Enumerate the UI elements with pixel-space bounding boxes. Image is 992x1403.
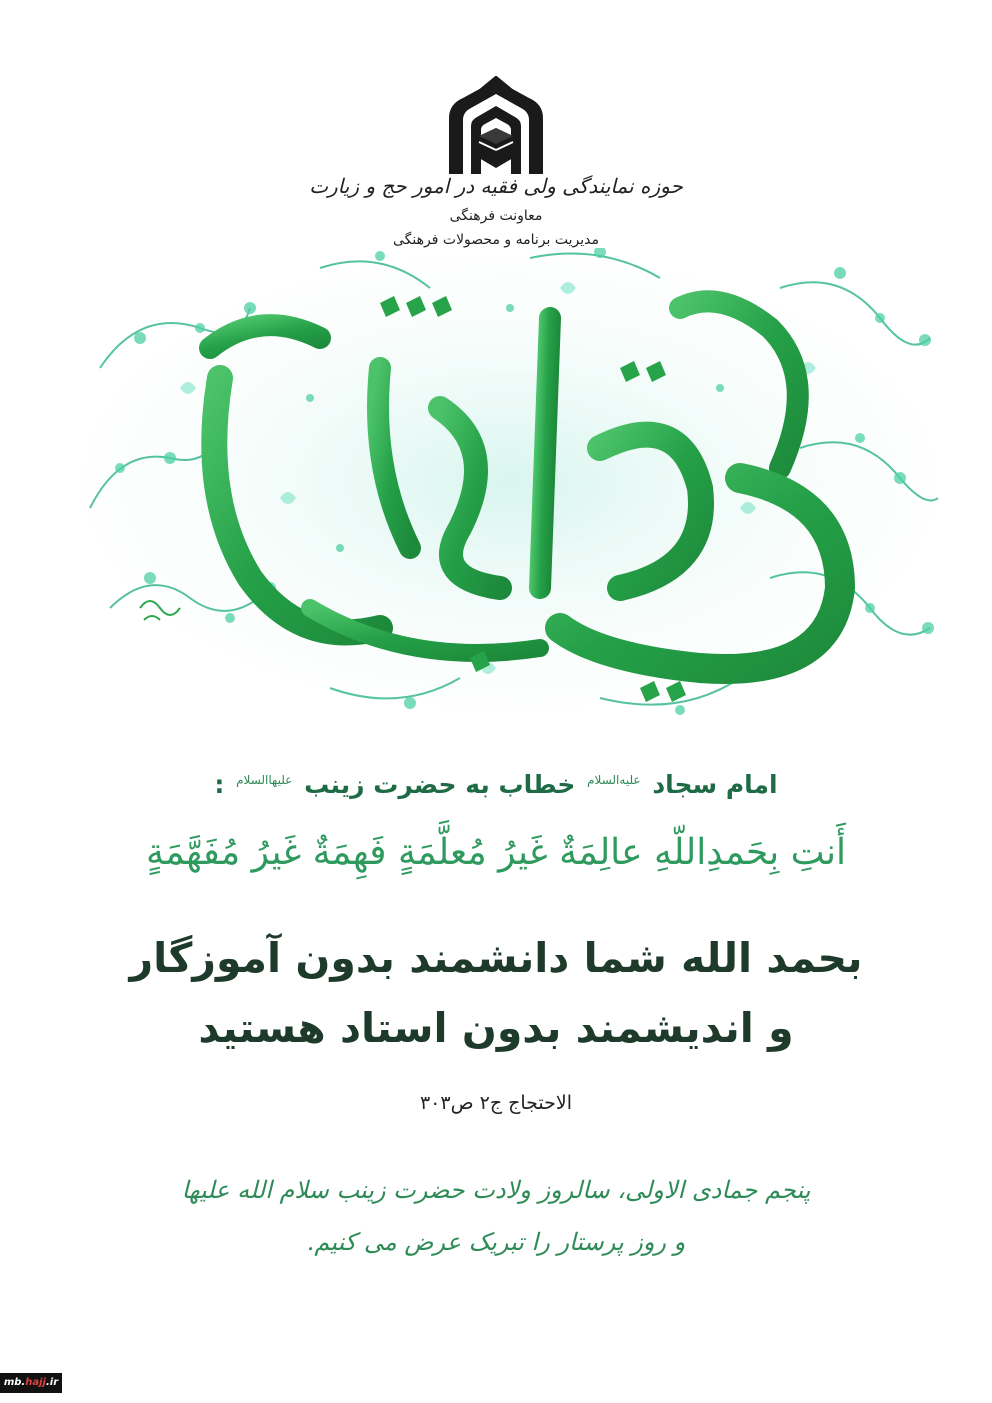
site-accent: hajj [25, 1377, 46, 1388]
kaaba-emblem-icon [441, 76, 551, 176]
header [0, 76, 992, 276]
greeting-line-2: و روز پرستار را تبریک عرض می کنیم. [306, 1228, 686, 1256]
quote-source: الاحتجاج ج۲ ص۳۰۳ [419, 1092, 573, 1114]
translation-line-1: بحمد الله شما دانشمند بدون آموزگار [129, 934, 863, 982]
website-tag[interactable] [0, 1373, 62, 1393]
intro-middle: خطاب به حضرت زینب [304, 770, 576, 799]
arabic-quote: أَنتِ بِحَمدِاللّهِ عالِمَةٌ غَیرُ مُعلَّمَةٍ فَهِمَةٌ غَیرُ مُفَهَّمَةٍ [145, 832, 847, 873]
intro-suffix: : [214, 770, 225, 799]
office-name: مدیریت برنامه و محصولات فرهنگی [393, 232, 599, 248]
greeting-line-1: پنجم جمادی الاولی، سالروز ولادت حضرت زینب سلام الله علیها [181, 1176, 811, 1204]
honorific-badge: علیها‌السلام [236, 772, 293, 787]
quote-intro [0, 770, 992, 799]
site-suffix: .ir [45, 1377, 59, 1388]
honorific-badge: علیه‌السلام [587, 772, 641, 787]
org-name: حوزه نمایندگی ولی فقیه در امور حج و زیارت [309, 174, 683, 198]
calligraphy-artwork [80, 248, 940, 718]
department-name: معاونت فرهنگی [449, 208, 543, 224]
site-prefix: mb. [3, 1377, 26, 1388]
floral-calligraphy-illustration [80, 248, 940, 718]
intro-prefix: امام سجاد [652, 770, 778, 799]
translation-line-2: و اندیشمند بدون استاد هستید [198, 1004, 794, 1052]
